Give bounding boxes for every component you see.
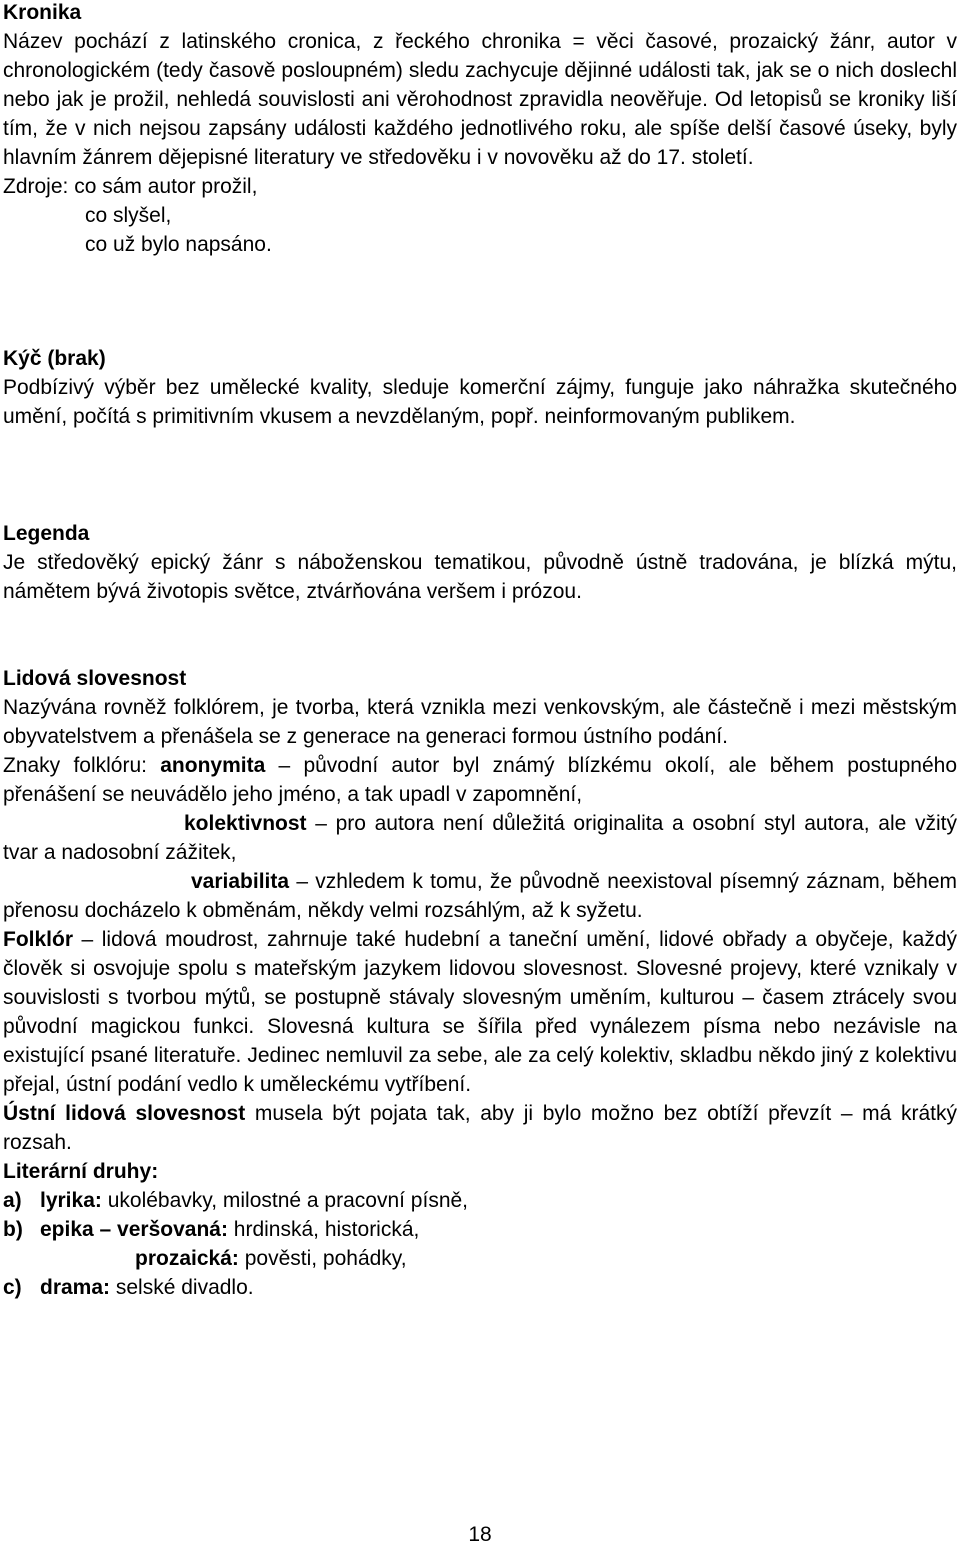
variabilita-text: – vzhledem k tomu, že původně neexistoval písemný záznam, během přenosu docházelo k obměnám, někdy velmi rozsáhlým, až k syžetu. [3,870,957,922]
list-item-prozaicka [3,1244,957,1273]
prozaicka-text: pověsti, pohádky, [238,1247,407,1270]
drama-text: selské divadlo. [110,1276,254,1299]
list-item-lyrika [3,1186,957,1215]
list-item-epika [3,1215,957,1244]
kronika-paragraph: Název pochází z latinského cronica, z řeckého chronika = věci časové, prozaický žánr, autor v chronologickém (tedy časově posloupném) sledu zachycuje dějinné události tak, jak se o nich doslechl nebo jak je prožil, nehledá souvislosti ani věrohodnost zpravidla neověřuje. Od letopisů se kroniky liší tím, že v nich nejsou zapsány události každého jednotlivého roku, ale spíše delší časové úseky, byly hlavním žánrem dějepisné literatury ve středověku i v novověku až do 17. století. [3,30,957,169]
kolektivnost-text: – pro autora není důležitá originalita a osobní styl autora, ale vžitý tvar a nadosobní zážitek, [3,812,957,864]
ustni-paragraph [3,1099,957,1157]
znaky-kolektivnost [3,809,957,867]
term-epika: epika – veršovaná: [40,1218,228,1241]
heading-literarni-druhy: Literární druhy: [3,1160,159,1183]
section-kronika [3,0,957,259]
list-marker-c: c) [3,1276,22,1299]
ustni-text: musela být pojata tak, aby ji bylo možno bez obtíží převzít – má krátký rozsah. [3,1102,957,1154]
list-item-drama [3,1273,957,1302]
kronika-sources-line-2: co slyšel, [85,204,172,227]
term-ustni: Ústní lidová slovesnost [3,1102,246,1125]
heading-kyc: Kýč (brak) [3,347,106,370]
section-kyc [3,344,957,431]
section-legenda [3,519,957,606]
folklor-paragraph [3,925,957,1099]
term-kolektivnost: kolektivnost [184,812,307,835]
kyc-paragraph: Podbízivý výběr bez umělecké kvality, sleduje komerční zájmy, funguje jako náhražka skutečného umění, počítá s primitivním vkusem a nevzdělaným, popř. neinformovaným publikem. [3,376,957,428]
znaky-prefix: Znaky folklóru: [3,754,161,777]
term-drama: drama: [40,1276,111,1299]
term-variabilita: variabilita [191,870,290,893]
folklor-text: – lidová moudrost, zahrnuje také hudební a taneční umění, lidové obřady a obyčeje, každý člověk si osvojuje spolu s mateřským jazykem lidovou slovesnost. Slovesné projevy, které vznikaly v souvislosti s tvorbou mýtů, se postupně stávaly slovesným uměním, kulturou – časem ztrácely svou původní magickou funkci. Slovesná kultura se šířila před vynálezem písma nebo nezávisle na existující psané literatuře. Jedinec nemluvil za sebe, ale za celý kolektiv, skladbu někdo jiný z kolektivu přejal, ústní podání vedlo k uměleckému vytříbení. [3,928,957,1096]
lyrika-text: ukolébavky, milostné a pracovní písně, [101,1189,469,1212]
heading-lidova-slovesnost: Lidová slovesnost [3,667,187,690]
heading-legenda: Legenda [3,522,90,545]
legenda-paragraph: Je středověký epický žánr s náboženskou tematikou, původně ústně tradována, je blízká mýtu, námětem bývá životopis světce, ztvárňována veršem i prózou. [3,551,957,603]
znaky-anonymita [3,751,957,809]
kronika-sources-line-3: co už bylo napsáno. [85,233,272,256]
term-anonymita: anonymita [160,754,266,777]
term-folklor: Folklór [3,928,74,951]
lidova-paragraph: Nazývána rovněž folklórem, je tvorba, která vznikla mezi venkovským, ale částečně i mezi městským obyvatelstvem a přenášela se z generace na generaci formou ústního podání. [3,696,957,748]
term-prozaicka: prozaická: [135,1247,239,1270]
znaky-variabilita [3,867,957,925]
epika-text: hrdinská, historická, [227,1218,420,1241]
kronika-sources-line-1: Zdroje: co sám autor prožil, [3,175,258,198]
heading-kronika: Kronika [3,1,82,24]
list-marker-b: b) [3,1218,23,1241]
anonymita-text: – původní autor byl známý blízkému okolí, ale během postupného přenášení se neuvádělo jeho jméno, a tak upadl v zapomnění, [3,754,957,806]
list-marker-a: a) [3,1189,22,1212]
term-lyrika: lyrika: [40,1189,102,1212]
section-lidova-slovesnost [3,664,957,1302]
page-number: 18 [468,1523,492,1546]
